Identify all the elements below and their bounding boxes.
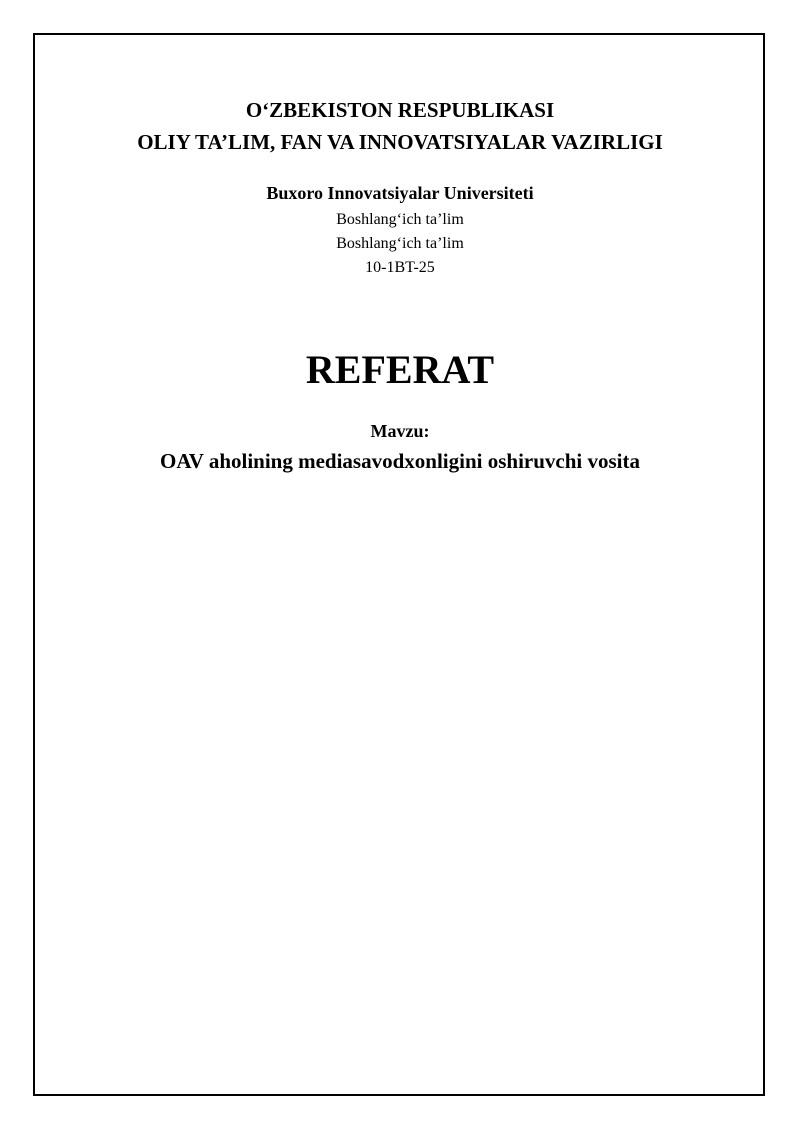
group-code: 10-1BT-25 <box>365 259 435 276</box>
topic-title: OAV aholining mediasavodxonligini oshiruvchi vosita <box>159 449 641 473</box>
topic-label: Mavzu: <box>370 421 430 441</box>
document-type-title: REFERAT <box>305 347 495 392</box>
ministry-heading: OLIY TA’LIM, FAN VA INNOVATSIYALAR VAZIRLIGI <box>137 130 663 154</box>
country-heading: O‘ZBEKISTON RESPUBLIKASI <box>245 98 555 122</box>
university-name: Buxoro Innovatsiyalar Universiteti <box>266 183 534 203</box>
direction-name: Boshlang‘ich ta’lim <box>336 235 464 252</box>
faculty-name: Boshlang‘ich ta’lim <box>336 211 464 228</box>
